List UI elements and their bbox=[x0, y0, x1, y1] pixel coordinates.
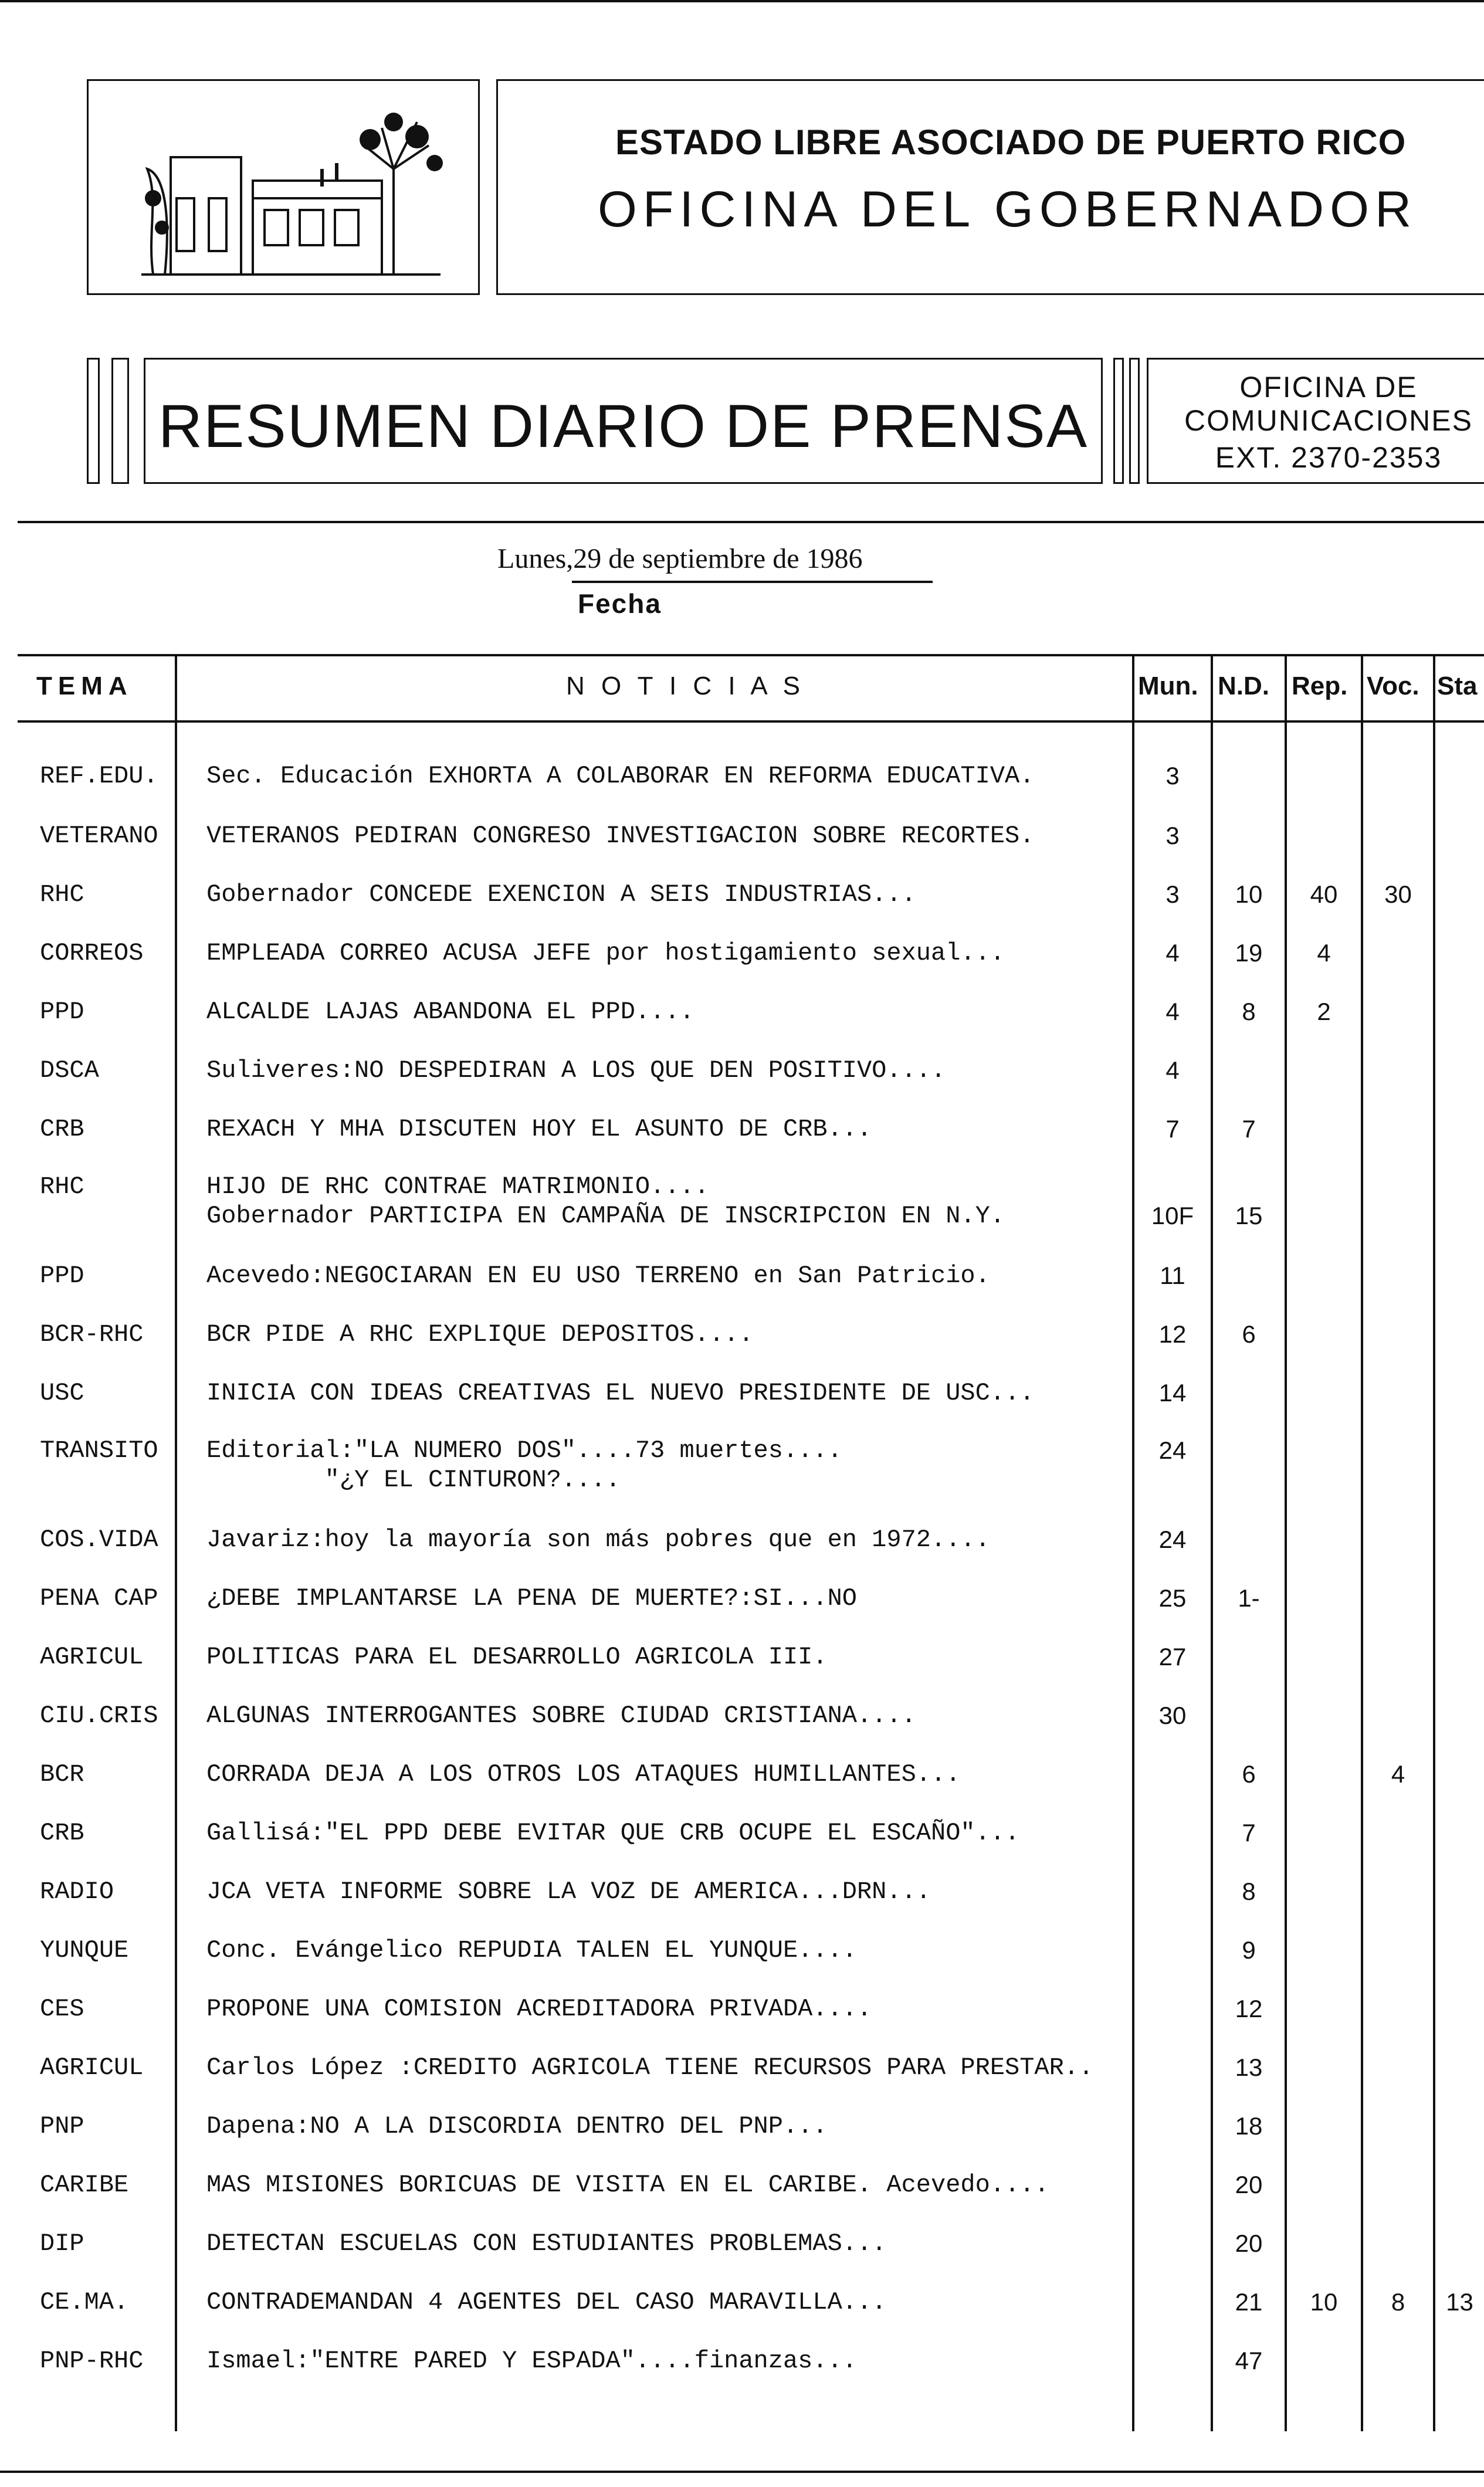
row-mun: 12 bbox=[1158, 1320, 1187, 1348]
left-bar-2 bbox=[111, 358, 129, 484]
row-noticia: DETECTAN ESCUELAS CON ESTUDIANTES PROBLEMAS... bbox=[206, 2230, 887, 2258]
date-underline bbox=[572, 581, 933, 583]
top-rule bbox=[0, 0, 1484, 2]
row-tema: BCR bbox=[40, 1760, 84, 1788]
row-mun: 4 bbox=[1165, 1056, 1180, 1084]
banner-box bbox=[144, 358, 1103, 484]
col-divider-voc bbox=[1361, 654, 1363, 2431]
row-mun: 4 bbox=[1165, 939, 1180, 967]
row-tema: RHC bbox=[40, 880, 84, 909]
row-nd: 9 bbox=[1242, 1936, 1256, 1964]
row-nd: 15 bbox=[1235, 1202, 1263, 1229]
row-tema: CORREOS bbox=[40, 939, 144, 967]
row-tema: PNP bbox=[40, 2112, 84, 2140]
row-noticia: HIJO DE RHC CONTRAE MATRIMONIO.... Gobernador PARTICIPA EN CAMPAÑA DE INSCRIPCION EN N.Y. bbox=[206, 1173, 1005, 1230]
header-nd: N.D. bbox=[1218, 672, 1269, 700]
header-rule bbox=[18, 521, 1484, 523]
row-rep: 10 bbox=[1310, 2288, 1338, 2316]
header-noticias: N O T I C I A S bbox=[566, 672, 805, 700]
header-sta: Sta bbox=[1437, 672, 1478, 700]
office-line-2: COMUNICACIONES bbox=[1184, 404, 1473, 437]
row-noticia: CORRADA DEJA A LOS OTROS LOS ATAQUES HUMILLANTES... bbox=[206, 1760, 961, 1788]
office-line-1: OFICINA DE bbox=[1239, 371, 1418, 404]
row-tema: PPD bbox=[40, 1262, 84, 1290]
row-tema: CES bbox=[40, 1995, 84, 2023]
row-tema: CIU.CRIS bbox=[40, 1702, 158, 1730]
row-noticia: ALCALDE LAJAS ABANDONA EL PPD.... bbox=[206, 998, 694, 1026]
row-sta: 13 bbox=[1446, 2288, 1473, 2316]
row-rep: 4 bbox=[1317, 939, 1331, 967]
row-mun: 30 bbox=[1158, 1702, 1187, 1729]
row-tema: VETERANO bbox=[40, 822, 158, 850]
row-noticia: VETERANOS PEDIRAN CONGRESO INVESTIGACION SOBRE RECORTES. bbox=[206, 822, 1035, 850]
row-tema: REF.EDU. bbox=[40, 762, 158, 790]
row-nd: 8 bbox=[1242, 1878, 1256, 1905]
mid-bar-1 bbox=[1113, 358, 1124, 484]
row-noticia: POLITICAS PARA EL DESARROLLO AGRICOLA III. bbox=[206, 1643, 828, 1671]
row-mun: 24 bbox=[1158, 1526, 1187, 1553]
row-tema: PNP-RHC bbox=[40, 2347, 144, 2375]
row-tema: CE.MA. bbox=[40, 2288, 129, 2316]
row-noticia: CONTRADEMANDAN 4 AGENTES DEL CASO MARAVILLA... bbox=[206, 2288, 887, 2316]
bottom-rule bbox=[0, 2471, 1484, 2473]
row-nd: 6 bbox=[1242, 1760, 1256, 1788]
mid-bar-2 bbox=[1129, 358, 1140, 484]
row-noticia: Dapena:NO A LA DISCORDIA DENTRO DEL PNP... bbox=[206, 2112, 828, 2140]
row-voc: 30 bbox=[1384, 880, 1412, 908]
row-tema: AGRICUL bbox=[40, 2054, 144, 2082]
row-tema: COS.VIDA bbox=[40, 1526, 158, 1554]
row-mun: 3 bbox=[1165, 880, 1180, 908]
row-mun: 3 bbox=[1165, 822, 1180, 849]
col-divider-tema bbox=[175, 654, 177, 2431]
logo-box bbox=[87, 79, 480, 295]
row-tema: DIP bbox=[40, 2230, 84, 2258]
row-mun: 11 bbox=[1160, 1262, 1185, 1289]
state-name: ESTADO LIBRE ASOCIADO DE PUERTO RICO bbox=[615, 123, 1407, 162]
row-mun: 10F bbox=[1151, 1202, 1194, 1229]
row-tema: USC bbox=[40, 1379, 84, 1407]
row-noticia: JCA VETA INFORME SOBRE LA VOZ DE AMERICA...DRN... bbox=[206, 1878, 931, 1906]
banner-title: RESUMEN DIARIO DE PRENSA bbox=[158, 392, 1089, 460]
office-extension: EXT. 2370-2353 bbox=[1215, 441, 1442, 474]
row-noticia: EMPLEADA CORREO ACUSA JEFE por hostigamiento sexual... bbox=[206, 939, 1005, 967]
row-tema: YUNQUE bbox=[40, 1936, 129, 1964]
row-nd: 20 bbox=[1235, 2230, 1263, 2257]
row-noticia: Ismael:"ENTRE PARED Y ESPADA"....finanzas... bbox=[206, 2347, 857, 2375]
building-sketch-icon bbox=[89, 81, 478, 293]
row-mun: 25 bbox=[1158, 1584, 1187, 1612]
row-rep: 40 bbox=[1310, 880, 1338, 908]
header-tema: TEMA bbox=[36, 672, 133, 700]
row-noticia: REXACH Y MHA DISCUTEN HOY EL ASUNTO DE CRB... bbox=[206, 1115, 872, 1143]
row-mun: 3 bbox=[1165, 762, 1180, 790]
row-tema: CRB bbox=[40, 1819, 84, 1847]
row-tema: AGRICUL bbox=[40, 1643, 144, 1671]
row-noticia: Acevedo:NEGOCIARAN EN EU USO TERRENO en San Patricio. bbox=[206, 1262, 990, 1290]
header-rep: Rep. bbox=[1292, 672, 1348, 700]
row-noticia: Gobernador CONCEDE EXENCION A SEIS INDUSTRIAS... bbox=[206, 880, 916, 909]
row-tema: RHC bbox=[40, 1173, 84, 1201]
row-mun: 27 bbox=[1158, 1643, 1187, 1671]
row-voc: 8 bbox=[1391, 2288, 1405, 2316]
row-tema: DSCA bbox=[40, 1056, 99, 1085]
row-noticia: Gallisá:"EL PPD DEBE EVITAR QUE CRB OCUPE EL ESCAÑO"... bbox=[206, 1819, 1020, 1847]
row-tema: RADIO bbox=[40, 1878, 114, 1906]
row-nd: 6 bbox=[1242, 1320, 1256, 1348]
row-voc: 4 bbox=[1391, 1760, 1405, 1788]
communications-box bbox=[1147, 358, 1484, 484]
row-noticia: Suliveres:NO DESPEDIRAN A LOS QUE DEN POSITIVO.... bbox=[206, 1056, 946, 1085]
row-nd: 18 bbox=[1235, 2112, 1263, 2140]
row-noticia: BCR PIDE A RHC EXPLIQUE DEPOSITOS.... bbox=[206, 1320, 754, 1348]
header-voc: Voc. bbox=[1367, 672, 1419, 700]
row-nd: 7 bbox=[1242, 1819, 1256, 1846]
row-nd: 19 bbox=[1235, 939, 1263, 967]
row-noticia: Javariz:hoy la mayoría son más pobres que en 1972.... bbox=[206, 1526, 990, 1554]
row-mun: 7 bbox=[1165, 1115, 1180, 1143]
row-mun: 14 bbox=[1158, 1379, 1187, 1407]
col-divider-nd bbox=[1211, 654, 1213, 2431]
government-title-box bbox=[496, 79, 1484, 295]
left-bar-1 bbox=[87, 358, 100, 484]
row-tema: BCR-RHC bbox=[40, 1320, 144, 1348]
row-tema: PENA CAP bbox=[40, 1584, 158, 1612]
row-tema: TRANSITO bbox=[40, 1436, 158, 1465]
row-nd: 47 bbox=[1235, 2347, 1263, 2374]
row-nd: 21 bbox=[1235, 2288, 1263, 2316]
row-nd: 1- bbox=[1238, 1584, 1260, 1612]
row-nd: 8 bbox=[1242, 998, 1256, 1025]
row-rep: 2 bbox=[1317, 998, 1331, 1025]
row-noticia: Conc. Evángelico REPUDIA TALEN EL YUNQUE.... bbox=[206, 1936, 857, 1964]
col-divider-rep bbox=[1285, 654, 1287, 2431]
row-noticia: ¿DEBE IMPLANTARSE LA PENA DE MUERTE?:SI...NO bbox=[206, 1584, 857, 1612]
row-nd: 12 bbox=[1235, 1995, 1263, 2022]
table-top-rule bbox=[18, 654, 1484, 656]
row-tema: CARIBE bbox=[40, 2171, 129, 2199]
row-nd: 10 bbox=[1235, 880, 1263, 908]
row-tema: PPD bbox=[40, 998, 84, 1026]
office-name: OFICINA DEL GOBERNADOR bbox=[598, 181, 1418, 238]
row-noticia: Sec. Educación EXHORTA A COLABORAR EN REFORMA EDUCATIVA. bbox=[206, 762, 1035, 790]
col-divider-sta bbox=[1433, 654, 1435, 2431]
date-label: Fecha bbox=[578, 588, 662, 619]
row-noticia: Editorial:"LA NUMERO DOS"....73 muertes.... "¿Y EL CINTURON?.... bbox=[206, 1436, 842, 1494]
row-noticia: Carlos López :CREDITO AGRICOLA TIENE RECURSOS PARA PRESTAR.. bbox=[206, 2054, 1094, 2082]
date-value: Lunes,29 de septiembre de 1986 bbox=[497, 543, 863, 574]
row-tema: CRB bbox=[40, 1115, 84, 1143]
row-mun: 4 bbox=[1165, 998, 1180, 1025]
row-nd: 7 bbox=[1242, 1115, 1256, 1143]
row-mun: 24 bbox=[1158, 1436, 1187, 1464]
row-noticia: ALGUNAS INTERROGANTES SOBRE CIUDAD CRISTIANA.... bbox=[206, 1702, 916, 1730]
table-header-rule bbox=[18, 720, 1484, 723]
row-nd: 20 bbox=[1235, 2171, 1263, 2198]
row-nd: 13 bbox=[1235, 2054, 1263, 2081]
row-noticia: INICIA CON IDEAS CREATIVAS EL NUEVO PRESIDENTE DE USC... bbox=[206, 1379, 1035, 1407]
row-noticia: MAS MISIONES BORICUAS DE VISITA EN EL CARIBE. Acevedo.... bbox=[206, 2171, 1049, 2199]
header-mun: Mun. bbox=[1138, 672, 1198, 700]
row-noticia: PROPONE UNA COMISION ACREDITADORA PRIVADA.... bbox=[206, 1995, 872, 2023]
